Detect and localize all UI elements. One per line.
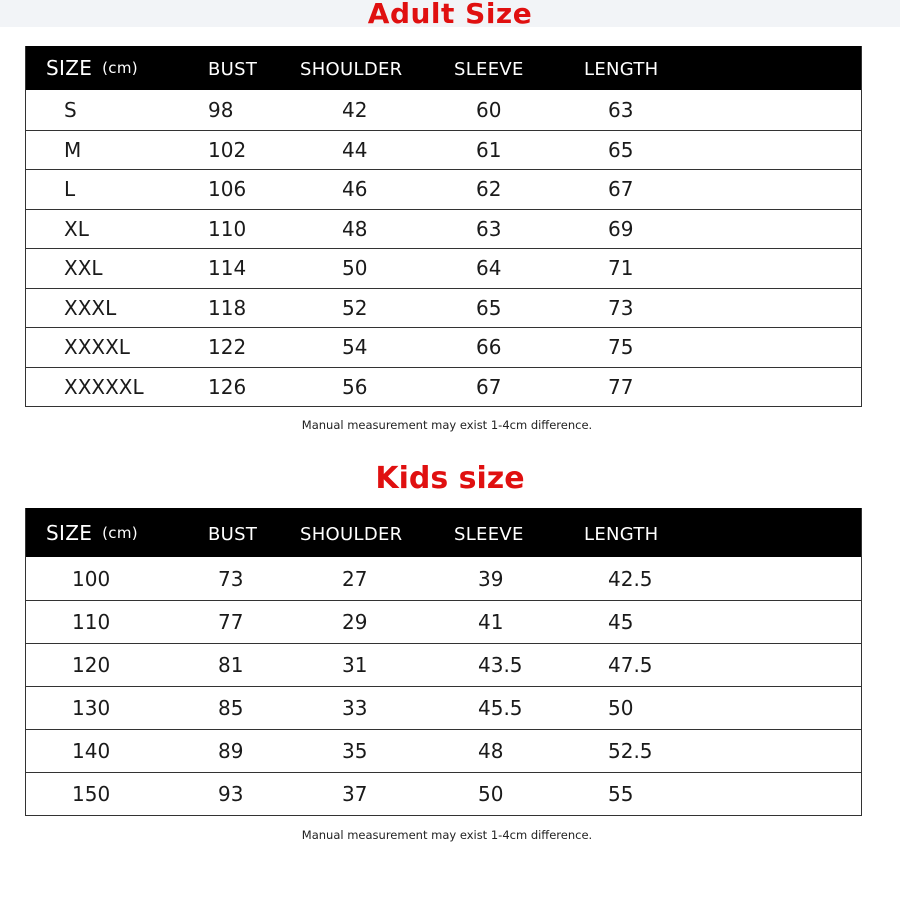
- adult-table-body: [26, 90, 861, 406]
- cell-sleeve: 65: [476, 295, 502, 320]
- table-row: [26, 90, 861, 130]
- cell-length: 69: [608, 216, 634, 241]
- cell-shoulder: 52: [342, 295, 368, 320]
- table-row: [26, 169, 861, 209]
- cell-size: L: [64, 177, 76, 202]
- table-row: [26, 367, 861, 407]
- cell-bust: 77: [218, 610, 244, 634]
- cell-bust: 110: [208, 216, 247, 241]
- cell-length: 67: [608, 177, 634, 202]
- cell-length: 47.5: [608, 653, 653, 677]
- cell-size: 150: [72, 782, 111, 806]
- cell-size: S: [64, 97, 77, 122]
- cell-shoulder: 56: [342, 374, 368, 399]
- header-size-label: SIZE: [46, 56, 93, 80]
- adult-size-table: [25, 46, 862, 407]
- header-sleeve: SLEEVE: [454, 523, 524, 545]
- header-shoulder: SHOULDER: [300, 523, 403, 545]
- cell-size: M: [64, 137, 82, 162]
- cell-sleeve: 48: [478, 739, 504, 763]
- header-size: [46, 508, 138, 557]
- cell-sleeve: 60: [476, 97, 502, 122]
- table-row: [26, 772, 861, 815]
- kids-measurement-note: Manual measurement may exist 1-4cm difference.: [301, 828, 593, 842]
- cell-size: 120: [72, 653, 111, 677]
- cell-bust: 73: [218, 566, 244, 591]
- cell-shoulder: 37: [342, 782, 368, 806]
- cell-bust: 106: [208, 177, 247, 202]
- header-bust: BUST: [208, 59, 258, 80]
- cell-sleeve: 43.5: [478, 653, 523, 677]
- cell-bust: 98: [208, 97, 234, 122]
- header-size-label: SIZE: [46, 520, 93, 545]
- table-row: [26, 643, 861, 686]
- cell-size: 140: [72, 739, 111, 763]
- cell-length: 65: [608, 137, 634, 162]
- table-header: [26, 508, 861, 557]
- adult-measurement-note: Manual measurement may exist 1-4cm difference.: [301, 418, 593, 432]
- cell-length: 55: [608, 782, 634, 806]
- table-row: [26, 557, 861, 600]
- cell-size: XXXXXL: [64, 374, 144, 399]
- cell-length: 45: [608, 610, 634, 634]
- cell-shoulder: 54: [342, 335, 368, 360]
- cell-size: XL: [64, 216, 89, 241]
- cell-sleeve: 39: [478, 566, 504, 591]
- cell-size: XXXXL: [64, 335, 130, 360]
- cell-size: XXL: [64, 256, 103, 281]
- cell-length: 50: [608, 696, 634, 720]
- cell-shoulder: 29: [342, 610, 368, 634]
- cell-sleeve: 41: [478, 610, 504, 634]
- cell-length: 42.5: [608, 566, 653, 591]
- header-unit: (cm): [102, 59, 138, 77]
- cell-length: 73: [608, 295, 634, 320]
- kids-size-title: Kids size: [375, 461, 525, 496]
- cell-length: 63: [608, 97, 634, 122]
- cell-bust: 118: [208, 295, 247, 320]
- kids-table-body: [26, 557, 861, 815]
- cell-length: 52.5: [608, 739, 653, 763]
- table-row: [26, 209, 861, 249]
- cell-bust: 89: [218, 739, 244, 763]
- header-sleeve: SLEEVE: [454, 59, 524, 80]
- cell-size: 130: [72, 696, 111, 720]
- cell-bust: 102: [208, 137, 247, 162]
- table-row: [26, 130, 861, 170]
- cell-shoulder: 35: [342, 739, 368, 763]
- cell-size: XXXL: [64, 295, 117, 320]
- cell-length: 75: [608, 335, 634, 360]
- table-row: [26, 288, 861, 328]
- cell-size: 110: [72, 610, 111, 634]
- cell-sleeve: 66: [476, 335, 502, 360]
- cell-sleeve: 45.5: [478, 696, 523, 720]
- adult-size-title: Adult Size: [367, 0, 533, 30]
- cell-shoulder: 48: [342, 216, 368, 241]
- header-length: LENGTH: [584, 523, 659, 545]
- cell-shoulder: 27: [342, 566, 368, 591]
- cell-bust: 126: [208, 374, 247, 399]
- cell-bust: 81: [218, 653, 244, 677]
- cell-sleeve: 50: [478, 782, 504, 806]
- cell-bust: 114: [208, 256, 247, 281]
- cell-length: 77: [608, 374, 634, 399]
- cell-size: 100: [72, 566, 111, 591]
- table-row: [26, 327, 861, 367]
- table-row: [26, 600, 861, 643]
- table-row: [26, 729, 861, 772]
- cell-shoulder: 44: [342, 137, 368, 162]
- table-row: [26, 686, 861, 729]
- table-header: [26, 46, 861, 90]
- cell-sleeve: 63: [476, 216, 502, 241]
- cell-shoulder: 46: [342, 177, 368, 202]
- table-row: [26, 248, 861, 288]
- header-shoulder: SHOULDER: [300, 59, 403, 80]
- cell-shoulder: 31: [342, 653, 368, 677]
- cell-bust: 122: [208, 335, 247, 360]
- cell-bust: 85: [218, 696, 244, 720]
- cell-length: 71: [608, 256, 634, 281]
- cell-sleeve: 62: [476, 177, 502, 202]
- header-size: [46, 46, 138, 90]
- cell-sleeve: 67: [476, 374, 502, 399]
- cell-bust: 93: [218, 782, 244, 806]
- header-bust: BUST: [208, 523, 258, 545]
- cell-shoulder: 50: [342, 256, 368, 281]
- cell-sleeve: 64: [476, 256, 502, 281]
- header-unit: (cm): [102, 523, 138, 542]
- header-length: LENGTH: [584, 59, 659, 80]
- cell-shoulder: 42: [342, 97, 368, 122]
- kids-size-table: [25, 508, 862, 816]
- cell-sleeve: 61: [476, 137, 502, 162]
- cell-shoulder: 33: [342, 696, 368, 720]
